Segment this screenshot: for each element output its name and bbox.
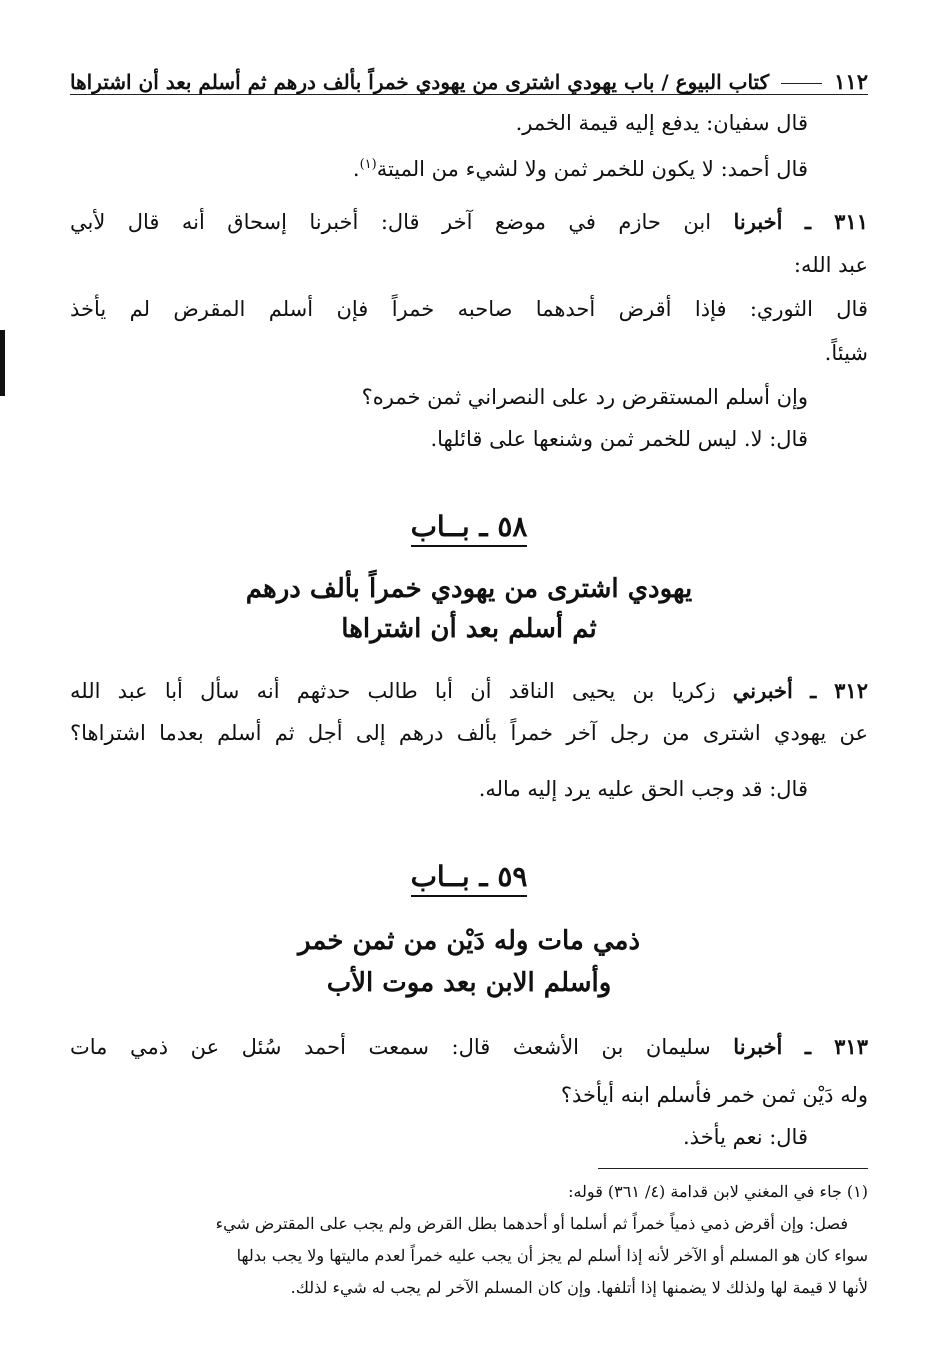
hadith-311-line <box>70 205 868 239</box>
chapter-title-text: ٥٩ ـ بــاب <box>411 860 528 897</box>
footnote-ref: (١) <box>359 157 377 172</box>
chapter-58-title <box>70 510 868 543</box>
text-line: قال: قد وجب الحق عليه يرد إليه ماله. <box>478 777 808 801</box>
hadith-312-line <box>70 674 868 708</box>
chapter-59-subtitle: وأسلم الابن بعد موت الأب <box>326 968 612 998</box>
text-span: سليمان بن الأشعث قال: سمعت أحمد سُئل عن ذمي مات <box>70 1035 711 1059</box>
chapter-58-subtitle: يهودي اشترى من يهودي خمراً بألف درهم <box>245 574 693 604</box>
text-line: عبد الله: <box>793 253 868 277</box>
footnote-line: فصل: وإن أقرض ذمي ذمياً خمراً ثم أسلما أو أحدهما بطل القرض ولم يجب على المقترض شيء <box>215 1214 848 1233</box>
page-number: ١١٢ <box>834 69 868 94</box>
chapter-59-title <box>70 860 868 893</box>
text-span: . <box>352 157 360 181</box>
chapter-58-subtitle: ثم أسلم بعد أن اشتراها <box>341 614 597 644</box>
text-line: شيئاً. <box>824 341 868 365</box>
hadith-number: ٣١١ ـ <box>804 209 868 234</box>
footnote-divider <box>598 1168 868 1169</box>
hadith-keyword: أخبرنا <box>733 1034 783 1059</box>
footnote-line: سواء كان هو المسلم أو الآخر لأنه إذا أسلم لم يجز أن يجب عليه خمراً لعدم ماليتها ولا يجب بدلها <box>236 1246 868 1265</box>
text-line: قال سفيان: يدفع إليه قيمة الخمر. <box>515 111 808 135</box>
hadith-313-line <box>70 1030 868 1064</box>
text-line: قال: نعم يأخذ. <box>683 1125 808 1149</box>
text-line: وله دَيْن ثمن خمر فأسلم ابنه أيأخذ؟ <box>560 1083 868 1107</box>
hadith-number: ٣١٣ ـ <box>804 1034 868 1059</box>
footnote-line: (١) جاء في المغني لابن قدامة (٤/ ٣٦١) قوله: <box>568 1182 868 1201</box>
chapter-title-text: ٥٨ ـ بــاب <box>411 510 528 547</box>
footnote-line: لأنها لا قيمة لها ولذلك لا يضمنها إذا أتلفها. وإن كان المسلم الآخر لم يجب له شيء لذلك. <box>290 1278 868 1297</box>
running-header <box>70 58 868 95</box>
text-line: وإن أسلم المستقرض رد على النصراني ثمن خمره؟ <box>361 385 808 409</box>
hadith-keyword: أخبرني <box>732 678 793 703</box>
text-span: ابن حازم في موضع آخر قال: أخبرنا إسحاق أنه قال لأبي <box>70 210 712 234</box>
chapter-59-subtitle: ذمي مات وله دَيْن من ثمن خمر <box>297 926 641 956</box>
text-span: زكريا بن يحيى الناقد أن أبا طالب حدثهم أنه سأل أبا عبد الله <box>70 679 716 703</box>
text-line: عن يهودي اشترى من رجل آخر خمراً بألف درهم إلى أجل ثم أسلم بعدما اشتراها؟ <box>70 721 868 745</box>
header-title: كتاب البيوع / باب يهودي اشترى من يهودي خمراً بألف درهم ثم أسلم بعد أن اشتراها <box>70 70 770 94</box>
hadith-keyword: أخبرنا <box>733 209 783 234</box>
text-line: قال الثوري: فإذا أقرض أحدهما صاحبه خمراً فإن أسلم المقرض لم يأخذ <box>70 297 868 321</box>
header-dash <box>781 83 822 84</box>
text-line <box>70 148 808 186</box>
hadith-number: ٣١٢ ـ <box>810 678 868 703</box>
text-line: قال: لا. ليس للخمر ثمن وشنعها على قائلها. <box>430 427 808 451</box>
scan-edge-mark <box>0 330 5 396</box>
text-span: قال أحمد: لا يكون للخمر ثمن ولا لشيء من الميتة <box>376 157 808 181</box>
